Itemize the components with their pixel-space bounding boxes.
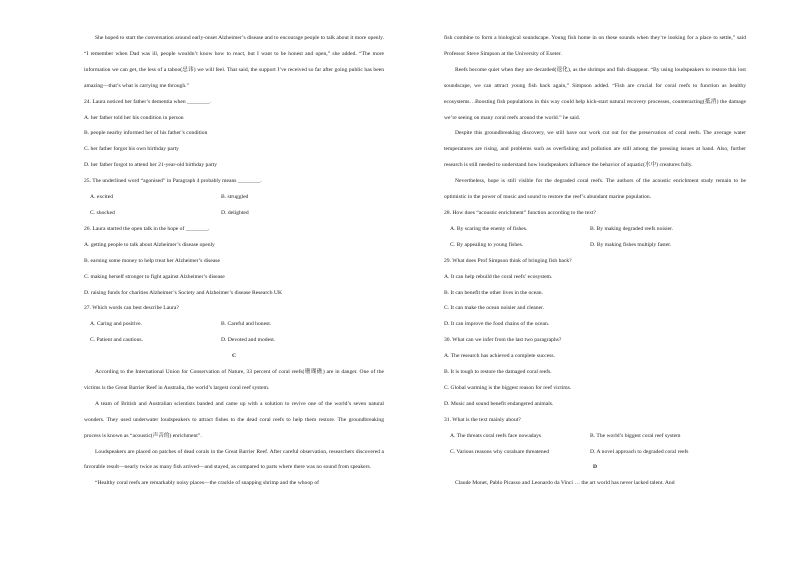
section-c-heading: C: [231, 353, 237, 360]
question-29-stem: 29. What does Prof Simpson think of bringing fish back?: [444, 257, 572, 264]
question-30-stem: 30. What can we infer from the last two paragraphs?: [444, 337, 562, 344]
question-31-option-c[interactable]: C. Various reasons why coralsare threatened: [450, 448, 549, 455]
question-26-option-b[interactable]: B. earning some money to help treat her Alzheimer’s disease: [84, 257, 220, 264]
question-27-stem: 27. Which words can best describe Laura?: [84, 305, 179, 312]
question-27-option-d[interactable]: D. Devoted and modest.: [221, 337, 276, 344]
question-26-stem: 26. Laura started the open talk in the hope of ________.: [84, 225, 210, 232]
question-28-option-b[interactable]: B. By making degraded reefs noisier.: [590, 225, 674, 232]
question-31-option-b[interactable]: B. The world’s biggest coral reef system: [590, 432, 681, 439]
question-27-option-a[interactable]: A. Caring and positive.: [90, 321, 143, 328]
question-24-stem: 24. Laura noticed her father’s dementia when ________.: [84, 98, 211, 105]
question-29-option-c[interactable]: C. It can make the ocean noisier and cleaner.: [444, 305, 545, 312]
question-31-option-a[interactable]: A. The threats coral reefs face nowadays: [450, 432, 542, 439]
question-24-option-d[interactable]: D. her father forgot to attend her 21-year-old birthday party: [84, 162, 218, 169]
passage-c-paragraph-1: According to the International Union for Conservation of Nature, 33 percent of coral reefs(珊瑚礁) are in danger. One of the victims is the Great Barrier Reef in Australia, the world’s largest coral reef system.: [84, 369, 384, 391]
question-28-option-c[interactable]: C. By appealing to young fishes.: [450, 241, 524, 248]
question-29-option-b[interactable]: B. It can benefit the other lives in the ocean.: [444, 289, 543, 296]
question-30-option-b[interactable]: B. It is tough to restore the damaged coral reefs.: [444, 369, 552, 376]
question-28-options-row-1: [450, 222, 746, 238]
question-25-option-d[interactable]: D. delighted: [221, 209, 249, 216]
question-29-option-d[interactable]: D. It can improve the food chains of the ocean.: [444, 321, 550, 328]
passage-c-paragraph-2: A team of British and Australian scientists banded and came up with a solution to revive one of the world’s seven natural wonders. They used underwater loudspeakers to attract fishes to the dead coral reefs to help them restore. The groundbreaking process is known as “acoustic(声音的) enrichment”.: [84, 400, 384, 439]
question-25-stem: 25. The underlined word “agonised” in Paragraph 4 probably means ________.: [84, 178, 262, 185]
question-24-option-a[interactable]: A. her father told her his condition in person: [84, 114, 184, 121]
question-27-option-c[interactable]: C. Patient and cautious.: [90, 337, 143, 344]
question-28-stem: 28. How does “acoustic enrichment” function according to the text?: [444, 209, 596, 216]
question-25-option-c[interactable]: C. shocked: [90, 209, 115, 216]
passage-c-paragraph-4: “Healthy coral reefs are remarkably noisy places—the crackle of snapping shrimp and the whoop of: [95, 480, 319, 487]
question-24-option-c[interactable]: C. her father forgot his own birthday party: [84, 146, 179, 153]
question-28-option-d[interactable]: D. By making fishes multiply faster.: [590, 241, 672, 248]
question-30-option-d[interactable]: D. Music and sound benefit endangered animals.: [444, 400, 554, 407]
question-25-option-a[interactable]: A. excited: [90, 194, 113, 201]
section-d-heading: D: [592, 464, 598, 471]
question-27-options-row-1: [90, 317, 384, 333]
question-25-options-row-2: [90, 206, 384, 222]
passage-c-paragraph-5: Reefs become quiet when they are decarded(退化), as the shrimps and fish disappear. “By using loudspeakers to restore this lost soundscape, we can attract young fish back again,” Simpson added. “Fish are crucial for coral reefs to function as healthy ecosystems…Boosting fish populations in this way could help kick-start natural recovery processes, counteracting(抵消) the damage we’re seeing on many coral reefs around the world.” he said.: [444, 66, 746, 121]
question-27-options-row-2: [90, 333, 384, 349]
right-column: [444, 31, 746, 492]
passage-c-paragraph-4-cont: fish combine to form a biological soundscape. Young fish home in on these sounds when they’re looking for a place to settle,” said Professor Steve Simpson at the University of Exeter.: [444, 35, 746, 57]
question-28-option-a[interactable]: A. By scaring the enemy of fishes.: [450, 225, 528, 232]
question-31-options-row-2: [450, 445, 746, 461]
left-column: [84, 31, 384, 492]
question-26-option-d[interactable]: D. raising funds for charities Alzheimer’s Society and Alzheimer’s disease Research UK: [84, 289, 283, 296]
passage-b-paragraph: She hoped to start the conversation around early-onset Alzheimer’s disease and to encourage people to talk about it more openly. “I remember when Dad was ill, people wouldn’t know how to react, but I want to be honest and open,” she added. “The more information we can get, the less of a taboo(忌讳) we will feel. That said, the support I’ve received so far after going public has been amazing—that’s what is carrying me through.”: [84, 35, 384, 89]
passage-c-paragraph-6: Despite this groundbreaking discovery, we still have our work cut out for the preservation of coral reefs. The average water temperatures are rising, and problems such as overfishing and pollution are still among the pressing issues at hand. Also, further research is still needed to understand how loudspeakers influence the behavior of aquatic(水中) creatures fully.: [444, 130, 746, 169]
passage-c-paragraph-7: Nevertheless, hope is still visible for the degraded coral reefs. The authors of the acoustic enrichment study remain to be optimistic in the power of music and sound to restore the reef’s abundant marine population.: [444, 178, 746, 201]
question-29-option-a[interactable]: A. It can help rebuild the coral reefs’ ecosystem.: [444, 273, 553, 280]
passage-d-paragraph-1: Claude Monet, Pablo Picasso and Leonardo da Vinci … the art world has never lacked talent. And: [455, 480, 675, 487]
question-25-options-row-1: [90, 190, 384, 206]
question-26-option-a[interactable]: A. getting people to talk about Alzheimer’s disease openly: [84, 241, 215, 248]
question-31-options-row-1: [450, 429, 746, 445]
question-26-option-c[interactable]: C. making herself stronger to fight against Alzheimer’s disease: [84, 273, 225, 280]
question-25-option-b[interactable]: B. struggled: [221, 194, 249, 201]
question-30-option-c[interactable]: C. Global warming is the biggest reason for reef victims.: [444, 384, 572, 391]
question-31-stem: 31. What is the text mainly about?: [444, 416, 521, 423]
question-24-option-b[interactable]: B. people nearby informed her of his father’s condition: [84, 130, 208, 137]
question-30-option-a[interactable]: A. The research has achieved a complete success.: [444, 353, 555, 360]
question-31-option-d[interactable]: D. A novel approach to degraded coral reefs: [590, 448, 689, 455]
question-27-option-b[interactable]: B. Careful and honest.: [221, 321, 272, 328]
question-28-options-row-2: [450, 238, 746, 254]
passage-c-paragraph-3: Loudspeakers are placed on patches of dead corals in the Great Barrier Reef. After careful observation, researchers discovered a favorable result—nearly twice as many fish arrived—and stayed, as compared to parts where there was no sound from speakers.: [84, 448, 384, 471]
